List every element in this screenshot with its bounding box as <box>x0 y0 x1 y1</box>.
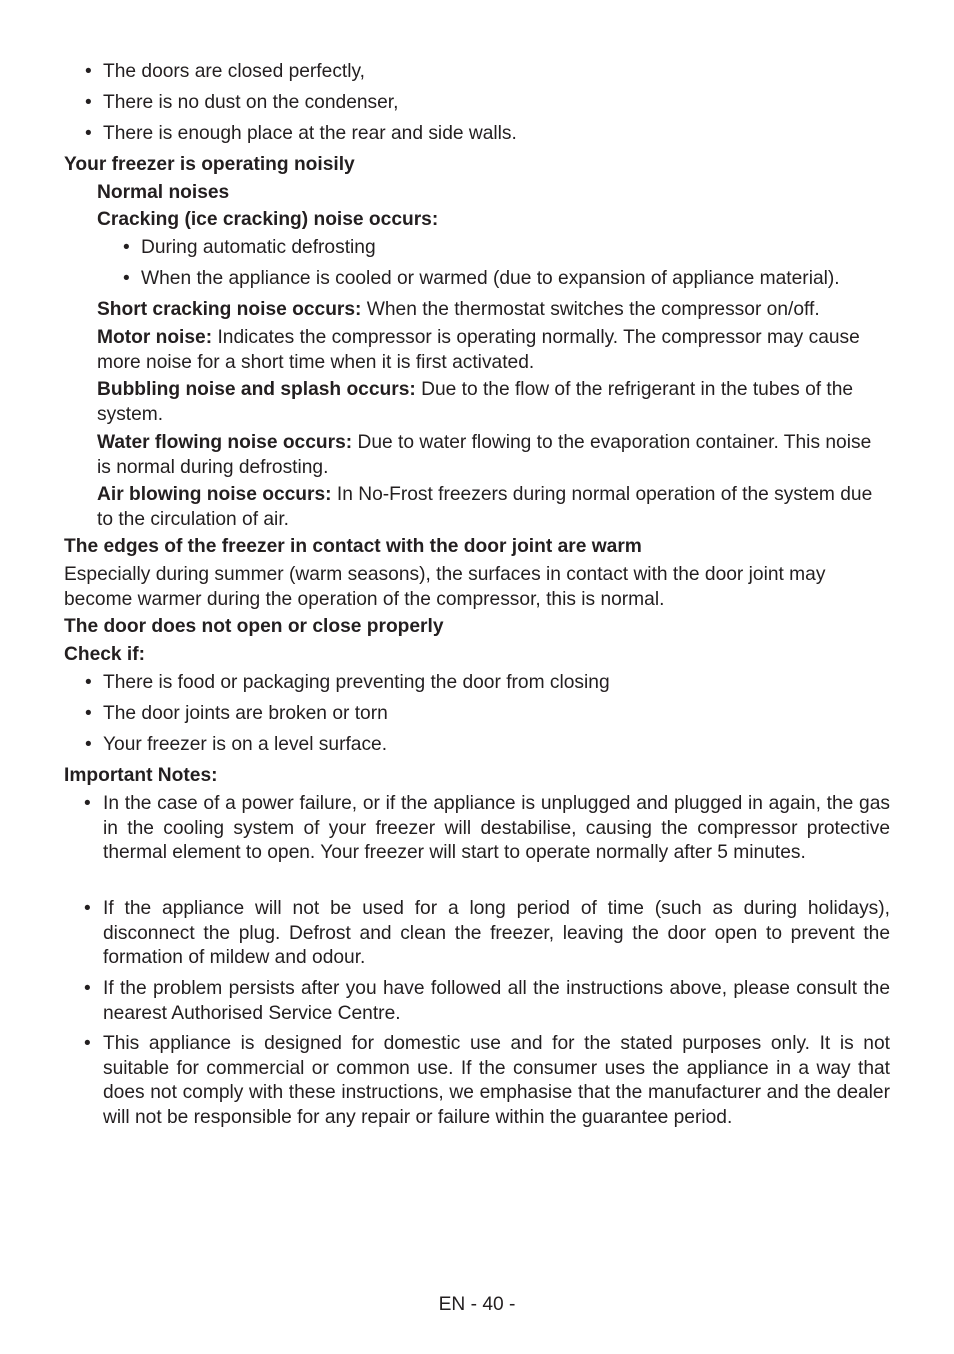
bullet-icon: • <box>123 237 130 258</box>
list-item: • If the problem persists after you have followed all the instructions above, please consult the nearest Authorised Service Centre. <box>84 978 890 1024</box>
bubbling-noise-paragraph: Bubbling noise and splash occurs: Due to the flow of the refrigerant in the tubes of the system. <box>97 379 854 425</box>
manual-page: • The doors are closed perfectly, • There is no dust on the condenser, • There is enough place at the rear and side walls. Your freezer is operating noisily Normal noises Cracking (ice cracking) noise occurs: • During automatic defrosting • When the appliance is cooled or warmed (due to expansion of appliance material). Short cracking noise occurs: When the thermostat switches the compressor on/off. Motor noise: Indicates the compressor is operating normally. The compressor may cause more noise for a short time when it is first activated. Bubbling noise and splash occurs: Due to the flow of the refrigerant in the tubes of the system. Water flowing noise occurs: Due to water flowing to the evaporation container. This noise is normal during defrosting. Air blowing noise occurs: In No-Frost freezers during normal operation of the system due to the circulation of air. The edges of the freezer in contact with the door joint are warm Especially during summer (warm seasons), the surfaces in contact with the door joint may become warmer during the operation of the compressor, this is normal. The door does not open or close properly Check if: • There is food or packaging preventing the door from closing • The door joints are broken or torn • Your freezer is on a level surface. Important Notes: • In the case of a power failure, or if the appliance is unplugged and plugged in again, the gas in the cooling system of your freezer will destabilise, causing the compressor protective thermal element to open. Your freezer will start to operate normally after 5 minutes. • If the appliance will not be used for a long period of time (such as during holidays), disconnect the plug. Defrost and clean the freezer, leaving the door open to prevent the formation of mildew and odour. • If the problem persists after you have followed all the instructions above, please consult the nearest Authorised Service Centre. • This appliance is designed for domestic use and for the stated purposes only. It is not suitable for commercial or common use. If the consumer uses the appliance in a way that does not comply with these instructions, we emphasise that the manufacturer and the dealer will not be responsible for any repair or failure within the guarantee period. EN - 40 - <box>0 0 954 1354</box>
subheading-normal-noises: Normal noises <box>97 182 230 203</box>
bullet-icon: • <box>85 703 92 724</box>
section-heading-noise: Your freezer is operating noisily <box>64 154 355 175</box>
check-if-label: Check if: <box>64 644 146 665</box>
bullet-icon: • <box>84 898 91 919</box>
section-heading-notes: Important Notes: <box>64 765 218 786</box>
bullet-icon: • <box>84 978 91 999</box>
bullet-icon: • <box>85 61 92 82</box>
bullet-icon: • <box>123 268 130 289</box>
short-cracking-paragraph: Short cracking noise occurs: When the thermostat switches the compressor on/off. <box>97 299 820 320</box>
page-number: EN - 40 - <box>438 1294 516 1315</box>
list-item: • This appliance is designed for domestic use and for the stated purposes only. It is not suitable for commercial or common use. If the consumer uses the appliance in a way that does not comply with these instructions, we emphasise that the manufacturer and the dealer will not be responsible for any repair or failure within the guarantee period. <box>84 1033 890 1128</box>
bullet-icon: • <box>85 672 92 693</box>
subheading-cracking: Cracking (ice cracking) noise occurs: <box>97 209 439 230</box>
motor-noise-paragraph: Motor noise: Indicates the compressor is operating normally. The compressor may cause more noise for a short time when it is first activated. <box>97 327 860 373</box>
edges-paragraph: Especially during summer (warm seasons), the surfaces in contact with the door joint may become warmer during the operation of the compressor, this is normal. <box>64 564 826 610</box>
list-item: • If the appliance will not be used for a long period of time (such as during holidays), disconnect the plug. Defrost and clean the freezer, leaving the door open to prevent the formation of mildew and odour. <box>84 898 890 968</box>
bullet-icon: • <box>85 734 92 755</box>
section-heading-edges: The edges of the freezer in contact with the door joint are warm <box>64 536 642 557</box>
air-noise-paragraph: Air blowing noise occurs: In No-Frost freezers during normal operation of the system due to the circulation of air. <box>97 484 873 530</box>
bullet-icon: • <box>84 1033 91 1054</box>
section-heading-door: The door does not open or close properly <box>64 616 444 637</box>
bullet-icon: • <box>84 793 91 814</box>
list-item: • In the case of a power failure, or if the appliance is unplugged and plugged in again, the gas in the cooling system of your freezer will destabilise, causing the compressor protective thermal element to open. Your freezer will start to operate normally after 5 minutes. <box>84 793 890 863</box>
water-noise-paragraph: Water flowing noise occurs: Due to water flowing to the evaporation container. This noise is normal during defrosting. <box>97 432 872 478</box>
bullet-icon: • <box>85 123 92 144</box>
bullet-icon: • <box>85 92 92 113</box>
